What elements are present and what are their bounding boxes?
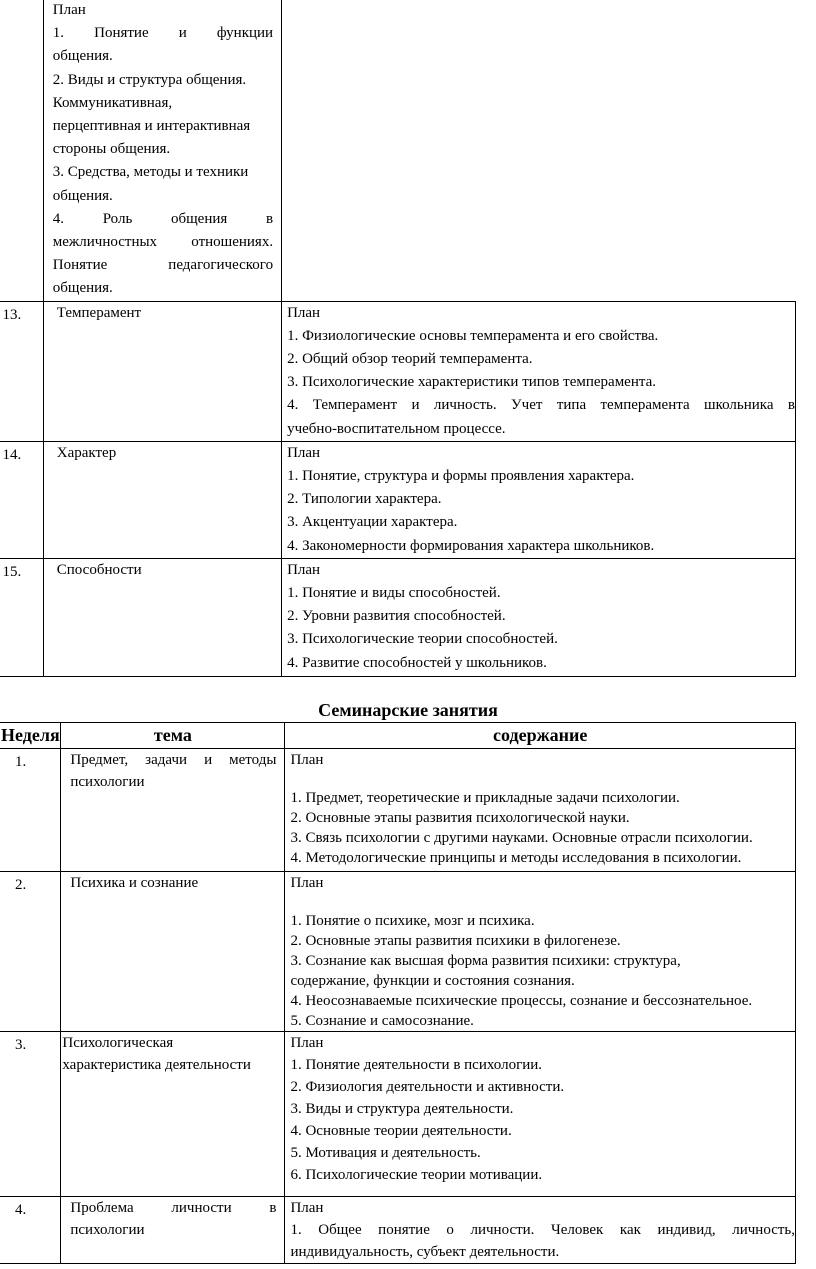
content-cell [285,872,796,1032]
text-line: 3. Акцентуации характера. [287,514,458,531]
section-title: Семинарские занятия [318,700,498,720]
table-row [0,749,796,872]
text-line: 6. Психологические теории мотивации. [290,1167,543,1183]
content-cell [285,749,796,872]
text-line: 2. Общий обзор теорий темперамента. [287,351,533,368]
content-cell [282,558,796,676]
text-line: Способности [56,561,142,578]
text-line: 2. Типологии характера. [287,491,442,508]
text-line: 1. Общее понятие о личности. Человек как индивид, личность, [290,1222,795,1238]
content-cell [282,301,796,441]
topic-cell [61,1032,285,1197]
text-line: 2. Физиология деятельности и активности. [290,1079,565,1095]
text-line: 4. Развитие способностей у школьников. [287,654,547,671]
text-line: общения. [52,280,113,297]
text-line: Проблема личности в [70,1200,277,1216]
text-line: 4. Методологические принципы и методы исследования в психологии. [290,850,742,866]
topic-cell [43,0,281,301]
text-line: 3. Сознание как высшая форма развития психики: структура, [290,953,681,969]
content-cell [285,1197,796,1264]
table-row [0,1197,796,1264]
text-line: общения. [52,187,113,204]
text-line: общения. [52,48,113,65]
table-row [0,1032,796,1197]
text-line: 4. Неосознаваемые психические процессы, сознание и бессознательное. [290,993,753,1009]
table-row [0,0,796,301]
row-number: 13. [0,301,43,441]
table-header-row [0,723,796,749]
text-line: 5. Сознание и самосознание. [290,1013,474,1029]
text-line: стороны общения. [52,141,171,158]
table-row [0,558,796,676]
text-line: 1. Понятие и виды способностей. [287,585,501,602]
row-number: 14. [0,441,43,558]
text-line: 1. Понятие и функции [52,25,274,42]
text-line: 2. Основные этапы развития психики в филогенезе. [290,933,621,949]
text-line: 1. Физиологические основы темперамента и его свойства. [287,327,659,344]
text-line: Характер [56,444,117,461]
text-line: План [52,2,86,18]
topic-cell [43,558,281,676]
seminar-table [0,722,796,1264]
text-line: 1. Предмет, теоретические и прикладные задачи психологии. [290,790,680,806]
topic-cell [61,749,285,872]
text-line: 5. Мотивация и деятельность. [290,1145,481,1161]
text-line: 4. Основные теории деятельности. [290,1123,512,1139]
column-header-content: содержание [285,723,796,749]
text-line: перцептивная и интерактивная [52,118,251,135]
column-header-week: Неделя [0,723,61,749]
topic-cell [43,301,281,441]
text-line: психологии [70,1222,145,1238]
topic-cell [61,1197,285,1264]
text-line: План [287,561,321,578]
seminar-table-body [0,723,796,1264]
text-line: содержание, функции и состояния сознания. [290,973,575,989]
text-line: межличностных отношениях. [52,234,274,251]
spacer [290,771,795,788]
plan-label: План [290,875,324,891]
text-line: 3. Психологические характеристики типов темперамента. [287,374,657,391]
text-line: 2. Уровни развития способностей. [287,608,506,625]
row-number: 4. [0,1197,61,1264]
row-number: 1. [0,749,61,872]
text-line: Коммуникативная, [52,94,173,111]
column-header-topic: тема [61,723,285,749]
text-line: 3. Средства, методы и техники [52,164,249,181]
text-line: психологии [70,774,145,790]
row-number [0,0,43,301]
plan-label: План [290,1200,324,1216]
row-number: 15. [0,558,43,676]
text-line: 1. Понятие деятельности в психологии. [290,1057,543,1073]
text-line: Предмет, задачи и методы [70,752,277,768]
table-row [0,441,796,558]
text-line: Психика и сознание [70,875,199,891]
spacer [290,894,795,911]
text-line: 1. Понятие о психике, мозг и психика. [290,913,535,929]
plan-label: План [290,752,324,768]
text-line: 3. Связь психологии с другими науками. Основные отрасли психологии. [290,830,753,846]
text-line: 1. Понятие, структура и формы проявления характера. [287,468,635,485]
plan-list [53,0,273,301]
text-line: учебно-воспитательном процессе. [287,420,506,437]
text-line: характеристика деятельности [62,1057,251,1073]
table-row [0,872,796,1032]
text-line: План [287,304,321,321]
text-line: Психологическая [62,1035,174,1051]
topic-cell [43,441,281,558]
text-line: индивидуальность, субъект деятельности. [290,1244,560,1260]
text-line: 3. Психологические теории способностей. [287,631,558,648]
text-line: 4. Темперамент и личность. Учет типа темперамента школьника в [287,397,795,414]
plan-label: План [290,1035,324,1051]
table-row [0,301,796,441]
empty-cell [282,0,796,301]
text-line: 2. Основные этапы развития психологической науки. [290,810,630,826]
content-cell [285,1032,796,1197]
row-number: 3. [0,1032,61,1197]
row-number: 2. [0,872,61,1032]
text-line: План [287,444,321,461]
text-line: 4. Закономерности формирования характера школьников. [287,537,655,554]
text-line: 3. Виды и структура деятельности. [290,1101,514,1117]
text-line: Темперамент [56,304,142,321]
content-cell [282,441,796,558]
text-line: 2. Виды и структура общения. [52,71,247,88]
text-line: 4. Роль общения в [52,210,274,227]
text-line: Понятие педагогического [52,257,274,274]
topic-cell [61,872,285,1032]
